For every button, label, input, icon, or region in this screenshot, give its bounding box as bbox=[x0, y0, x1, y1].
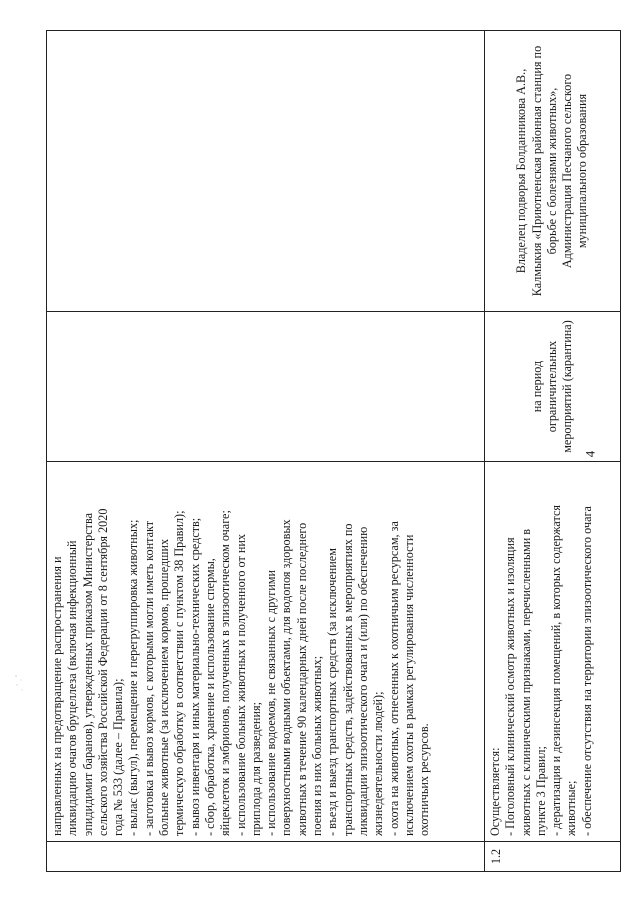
text-line: Осуществляется: bbox=[488, 747, 502, 836]
row-number bbox=[47, 841, 484, 871]
term-cell bbox=[47, 311, 484, 461]
text-line: - использование водоемов, не связанных с другими bbox=[264, 569, 279, 836]
text-line: животные; bbox=[564, 780, 579, 836]
text-line: животных в течение 90 календарных дней после последнего bbox=[294, 522, 309, 836]
text-line: - обеспечение отсутствия на территории эпизоотического очага bbox=[579, 506, 594, 836]
text-line: пункте 3 Правил; bbox=[533, 746, 548, 836]
text-line: яйцеклеток и эмбрионов, полученных в эпизоотическом очаге; bbox=[218, 510, 233, 836]
text-line: - въезд и выезд транспортных средств (за исключением bbox=[325, 548, 340, 836]
text-line: жизнедеятельности людей); bbox=[371, 691, 386, 836]
text-line: приплода для разведения; bbox=[248, 702, 263, 836]
text-line: исключением охоты в рамках регулирования численности bbox=[401, 534, 416, 836]
text-line: поверхностными водными объектами, для водопоя здоровых bbox=[279, 519, 294, 836]
row-number: 1.2 bbox=[485, 841, 620, 871]
text-line: охотничьих ресурсов. bbox=[417, 723, 432, 836]
text-line: направленных на предотвращение распространения и bbox=[50, 556, 64, 836]
text-line: термическую обработку в соответствии с пунктом 38 Правил); bbox=[172, 510, 187, 836]
measure-text bbox=[485, 461, 620, 841]
text-line: эпидидимит баранов), утвержденных приказом Министерства bbox=[80, 512, 95, 836]
page-number: 4 bbox=[582, 450, 598, 458]
text-line: - дератизация и дезинсекция помещений, в которых содержатся bbox=[549, 505, 564, 836]
measures-table bbox=[46, 30, 621, 872]
text-line: - сбор, обработка, хранение и использование спермы, bbox=[202, 558, 217, 836]
text-line: - Поголовный клинический осмотр животных и изоляция bbox=[503, 537, 518, 836]
text-line: транспортных средств, задействованных в мероприятиях по bbox=[340, 523, 355, 836]
responsible-cell bbox=[47, 31, 484, 311]
measure-text bbox=[47, 461, 484, 841]
text-line: животных с клиническими признаками, перечисленными в bbox=[518, 528, 533, 836]
text-line: ликвидацию очагов бруцеллеза (включая инфекционный bbox=[65, 540, 80, 836]
text-line: года № 533 (далее – Правила); bbox=[111, 678, 126, 836]
text-line: - использование больных животных и полученного от них bbox=[233, 534, 248, 836]
table-row bbox=[485, 31, 620, 871]
text-line: ликвидации эпизоотического очага и (или) по обеспечению bbox=[355, 526, 370, 836]
responsible-cell: Владелец подворья Болданникова А.В., Калмыкия «Приютненская районная станция по борьбе с болезнями животных», Администрация Песчаного сельского муниципального образования bbox=[514, 45, 590, 297]
table-row bbox=[47, 31, 485, 871]
document-page bbox=[46, 30, 621, 872]
term-cell: на период ограничительных мероприятий (карантина) bbox=[485, 311, 620, 461]
scan-smudge bbox=[12, 672, 26, 694]
text-line: - заготовка и вывоз кормов, с которыми могли иметь контакт bbox=[141, 520, 156, 836]
text-line: сельского хозяйства Российской Федерации от 8 сентября 2020 bbox=[95, 508, 110, 836]
text-line: больные животные (за исключением кормов, прошедших bbox=[157, 538, 172, 836]
text-line: - вылас (выгул), перемещение и перегруппировка животных; bbox=[126, 519, 141, 836]
text-line: - охота на животных, отнесенных к охотничьим ресурсам, за bbox=[386, 521, 401, 836]
text-line: поения из них больных животных; bbox=[310, 655, 325, 836]
text-line: - вывоз инвентаря и иных материально-технических средств; bbox=[187, 517, 202, 836]
